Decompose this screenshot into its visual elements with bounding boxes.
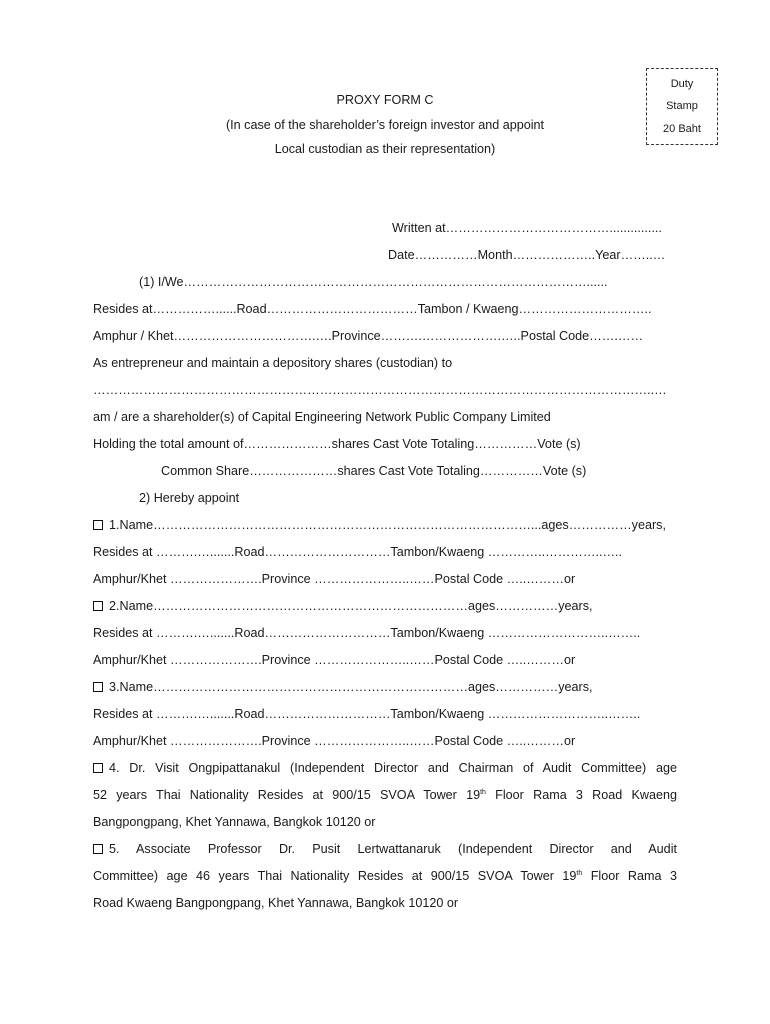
- director-5-sup: th: [576, 870, 583, 877]
- director-5-line-1: [93, 841, 677, 857]
- director-5-checkbox[interactable]: [93, 844, 103, 854]
- director-5-text-1: 5. Associate Professor Dr. Pusit Lertwattanaruk (Independent Director and Audit: [109, 842, 677, 856]
- director-4-text-2b: Floor Rama 3 Road Kwaeng: [485, 788, 677, 802]
- i-we-line: (1) I/We……………………………………………………………………………………......: [139, 275, 608, 289]
- form-subtitle-2: Local custodian as their representation): [274, 142, 496, 156]
- form-title: PROXY FORM C: [336, 93, 434, 107]
- date-line: Date……………Month………………..Year……..…: [388, 248, 666, 262]
- hereby-appoint-line: 2) Hereby appoint: [139, 491, 240, 505]
- director-4-sup: th: [480, 789, 486, 796]
- proxy-3-resides-line: Resides at ……….….......Road…………………………Tambon/Kwaeng ………………………..……..: [93, 707, 641, 721]
- director-4-line-3: Bangpongpang, Khet Yannawa, Bangkok 10120 or: [93, 815, 376, 829]
- holding-line: Holding the total amount of…………………shares Cast Vote Totaling……………Vote (s): [93, 437, 581, 451]
- proxy-3-name-line: [93, 679, 593, 695]
- director-4-text-2a: 52 years Thai Nationality Resides at 900/15 SVOA Tower 19: [93, 788, 481, 802]
- common-share-line: Common Share…………………shares Cast Vote Totaling……………Vote (s): [161, 464, 587, 478]
- entrepreneur-line: As entrepreneur and maintain a depository shares (custodian) to: [93, 356, 453, 370]
- shareholder-prefix: am / are a shareholder(s) of: [93, 410, 249, 424]
- stamp-line-2: Stamp: [666, 100, 698, 113]
- director-4-checkbox[interactable]: [93, 763, 103, 773]
- director-5-text-2a: Committee) age 46 years Thai Nationality Resides at 900/15 SVOA Tower 19: [93, 869, 577, 883]
- director-5-line-2: [93, 868, 677, 884]
- stamp-line-3: 20 Baht: [663, 122, 701, 135]
- director-5-line-3: Road Kwaeng Bangpongpang, Khet Yannawa, Bangkok 10120 or: [93, 896, 459, 910]
- director-4-line-1: [93, 760, 677, 776]
- proxy-3-checkbox[interactable]: [93, 682, 103, 692]
- form-subtitle-1: (In case of the shareholder’s foreign investor and appoint: [225, 118, 545, 132]
- director-4-text-1: 4. Dr. Visit Ongpipattanakul (Independent Director and Chairman of Audit Committee) age: [109, 761, 677, 775]
- company-name: Capital Engineering Network Public Company Limited: [251, 410, 551, 424]
- director-5-text-2b: Floor Rama 3: [582, 869, 677, 883]
- shareholder-line: [93, 409, 551, 425]
- proxy-3-amphur-line: Amphur/Khet ………………….Province …………………..……Postal Code …..………or: [93, 734, 576, 748]
- proxy-1-checkbox[interactable]: [93, 520, 103, 530]
- written-at-line: Written at…………………………………...............: [392, 221, 662, 235]
- amphur-line: Amphur / Khet…………………………….….Province……….……………….…..Postal Code…….……: [93, 329, 644, 343]
- proxy-1-name: 1.Name………………………………………………………………………………...ages……………years,: [109, 518, 666, 532]
- proxy-2-name: 2.Name…………………………………………………………………ages……………years,: [109, 599, 593, 613]
- resides-line: Resides at……………......Road………………………………Tambon / Kwaeng…………………………..: [93, 302, 652, 316]
- proxy-1-name-line: [93, 517, 666, 533]
- proxy-1-resides-line: Resides at ……….….......Road…………………………Tambon/Kwaeng …………..…………..…..: [93, 545, 623, 559]
- proxy-2-amphur-line: Amphur/Khet ………………….Province …………………..……Postal Code …..………or: [93, 653, 576, 667]
- proxy-2-name-line: [93, 598, 593, 614]
- custodian-blank-line: ……………………………………………………………………………………………………………………..…: [93, 383, 667, 397]
- proxy-2-resides-line: Resides at ……….….......Road…………………………Tambon/Kwaeng ………………………..……..: [93, 626, 641, 640]
- stamp-line-1: Duty: [670, 78, 694, 91]
- director-4-line-2: [93, 787, 677, 803]
- proxy-3-name: 3.Name…………………………………………………………………ages……………years,: [109, 680, 593, 694]
- proxy-1-amphur-line: Amphur/Khet ………………….Province …………………..……Postal Code …..………or: [93, 572, 576, 586]
- proxy-2-checkbox[interactable]: [93, 601, 103, 611]
